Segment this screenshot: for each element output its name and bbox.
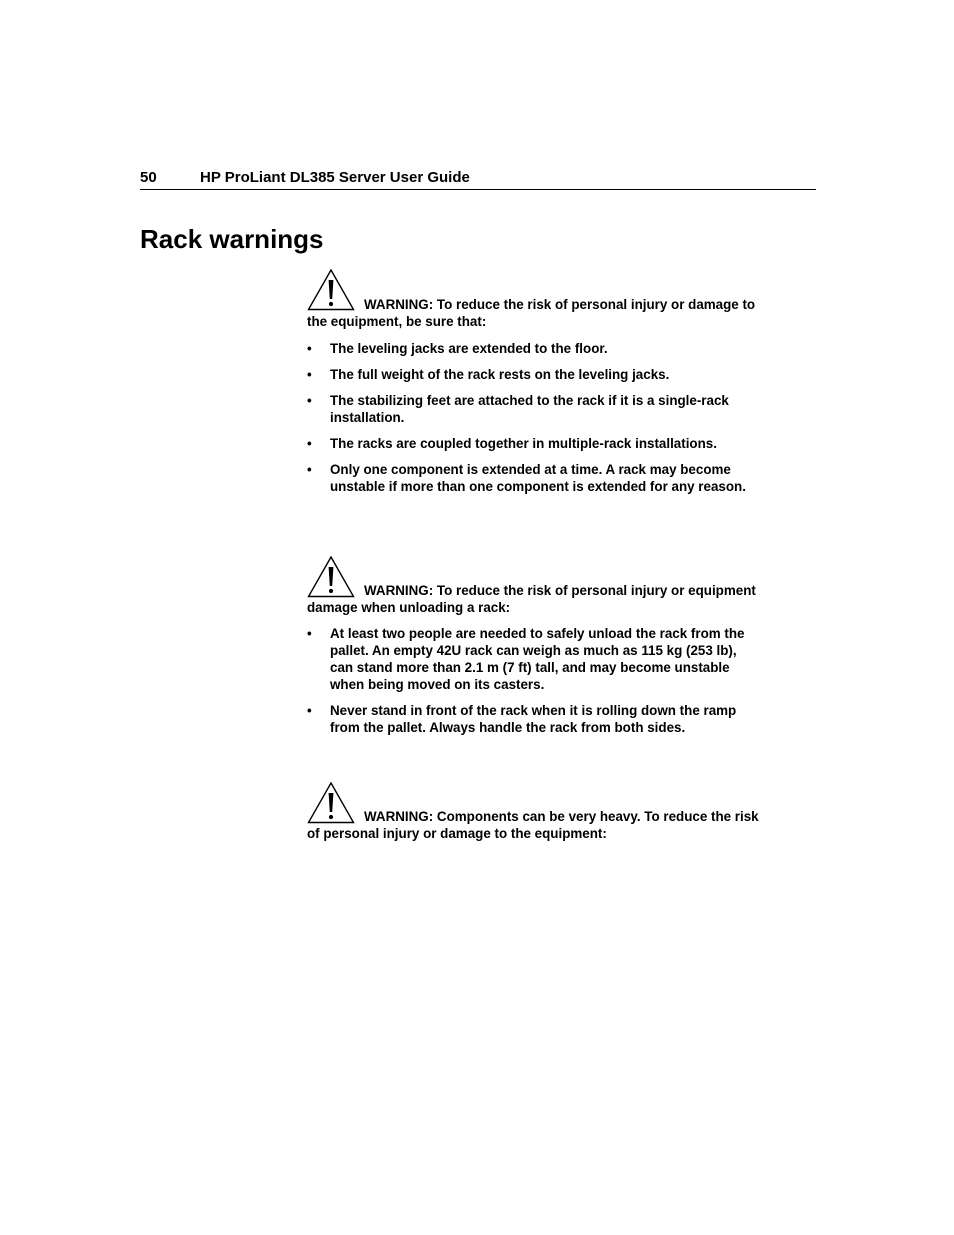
warning-block-1	[307, 269, 762, 495]
warning-bullet-list	[307, 340, 762, 495]
warning-bullet-list	[307, 625, 762, 736]
list-item: • The full weight of the rack rests on the leveling jacks.	[307, 366, 762, 383]
guide-title: HP ProLiant DL385 Server User Guide	[200, 169, 470, 186]
warning-block-2	[307, 556, 762, 736]
warning-intro: WARNING: To reduce the risk of personal injury or damage to the equipment, be sure that:	[307, 297, 756, 329]
section-title: Rack warnings	[140, 224, 324, 254]
page-header	[140, 168, 816, 190]
warning-intro: WARNING: To reduce the risk of personal injury or equipment damage when unloading a rack:	[307, 583, 756, 615]
list-item: • Only one component is extended at a time. A rack may become unstable if more than one component is extended for any reason.	[307, 461, 762, 495]
warning-triangle-icon	[307, 269, 355, 311]
page-number: 50	[140, 169, 157, 186]
warning-block-3	[307, 782, 762, 842]
warning-intro: WARNING: Components can be very heavy. To reduce the risk of personal injury or damage to the equipment:	[307, 809, 759, 841]
list-item: • At least two people are needed to safely unload the rack from the pallet. An empty 42U rack can weigh as much as 115 kg (253 lb), can stand more than 2.1 m (7 ft) tall, and may become unstable when being moved on its casters.	[307, 625, 762, 693]
list-item: • The racks are coupled together in multiple-rack installations.	[307, 435, 762, 452]
list-item: • Never stand in front of the rack when it is rolling down the ramp from the pallet. Always handle the rack from both sides.	[307, 702, 762, 736]
warning-triangle-icon	[307, 556, 355, 598]
list-item: • The leveling jacks are extended to the floor.	[307, 340, 762, 357]
list-item: • The stabilizing feet are attached to the rack if it is a single-rack installation.	[307, 392, 762, 426]
warning-triangle-icon	[307, 782, 355, 824]
